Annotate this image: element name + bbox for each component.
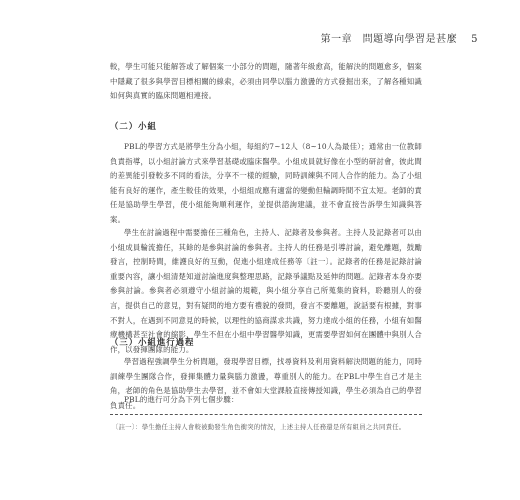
page-number: 5 [471,34,478,45]
section-heading-group: （二）小組 [110,121,157,131]
running-header [321,30,478,45]
footnote-divider [110,414,422,415]
section-heading-process: （三）小組進行過程 [110,337,195,347]
footnote: 〔註一〕：學生擔任主持人會較被動發生角色衝突的情況，上述主持人任務還是所有組員之共同責任。 [112,423,406,431]
paragraph: 學生在討論過程中需要擔任三種角色，主持人、記錄者及參與者。主持人及記錄者可以由小組成員輪流擔任，其餘的是參與討論的參與者。主持人的任務是引導討論，避免離題，鼓勵發言，控制時間，維護良好的互動，促進小組達成任務等〔註一〕。記錄者的任務是記錄討論重要內容，讓小組清楚知道討論進度與整理思路，記錄爭議點及延伸的問題。記錄者本身亦要參與討論。參與者必須遵守小組討論的規範，與小組分享自己所蒐集的資料，聆聽別人的發言，提供自己的意見，對有疑問的地方要有禮貌的發問，發言不要離題，說話要有根據，對事不對人，在遇到不同意見的時候，以理性的協商謀求共識，努力達成小組的任務，小組有如醫療機構甚至社會的縮影，學生不但在小組中學習醫學知識，更需要學習如何在團體中與別人合作，以發揮團隊的能力。 [110,228,422,354]
paragraph: PBL的學習方式是將學生分為小組，每組約7~12人（8~10人為最佳）；通常由一位教師負責指導，以小組討論方式來學習基礎或臨床醫學。小組成員就好像在小型的研討會，彼此間的差異能引發較多不同的看法，分享不一樣的經驗，同時訓練與不同人合作的能力。為了小組能有良好的運作，產生較佳的效果，小組組成應有適當的變動但輪調時間不宜太短。老師的責任是協助學生學習，使小組能夠順利運作，並提供諮詢建議，並不會直接告訴學生知識與答案。 [110,142,422,224]
paragraph: PBL的進行可分為下列七個步驟： [124,395,239,404]
paragraph: 學習過程強調學生分析問題，發現學習目標，找尋資料及利用資料解決問題的能力，同時訓練學生團隊合作，發揮集體力量與腦力激盪，尊重別人的能力。在PBL中學生自己才是主角，老師的角色是協助學生去學習，並不會如大堂課般直接傳授知識，學生必須為自己的學習負責任。 [110,357,422,410]
chapter-title: 第一章 問題導向學習是甚麼 [320,34,458,45]
intro-paragraph: 較，學生可能只能解答或了解個案一小部分的問題，隨著年級愈高，能解決的問題愈多，個案中隱藏了很多與學習目標相關的線索，必須由同學以腦力激盪的方式發掘出來，了解各種知識如何與真實的臨床問題相連接。 [110,62,422,101]
